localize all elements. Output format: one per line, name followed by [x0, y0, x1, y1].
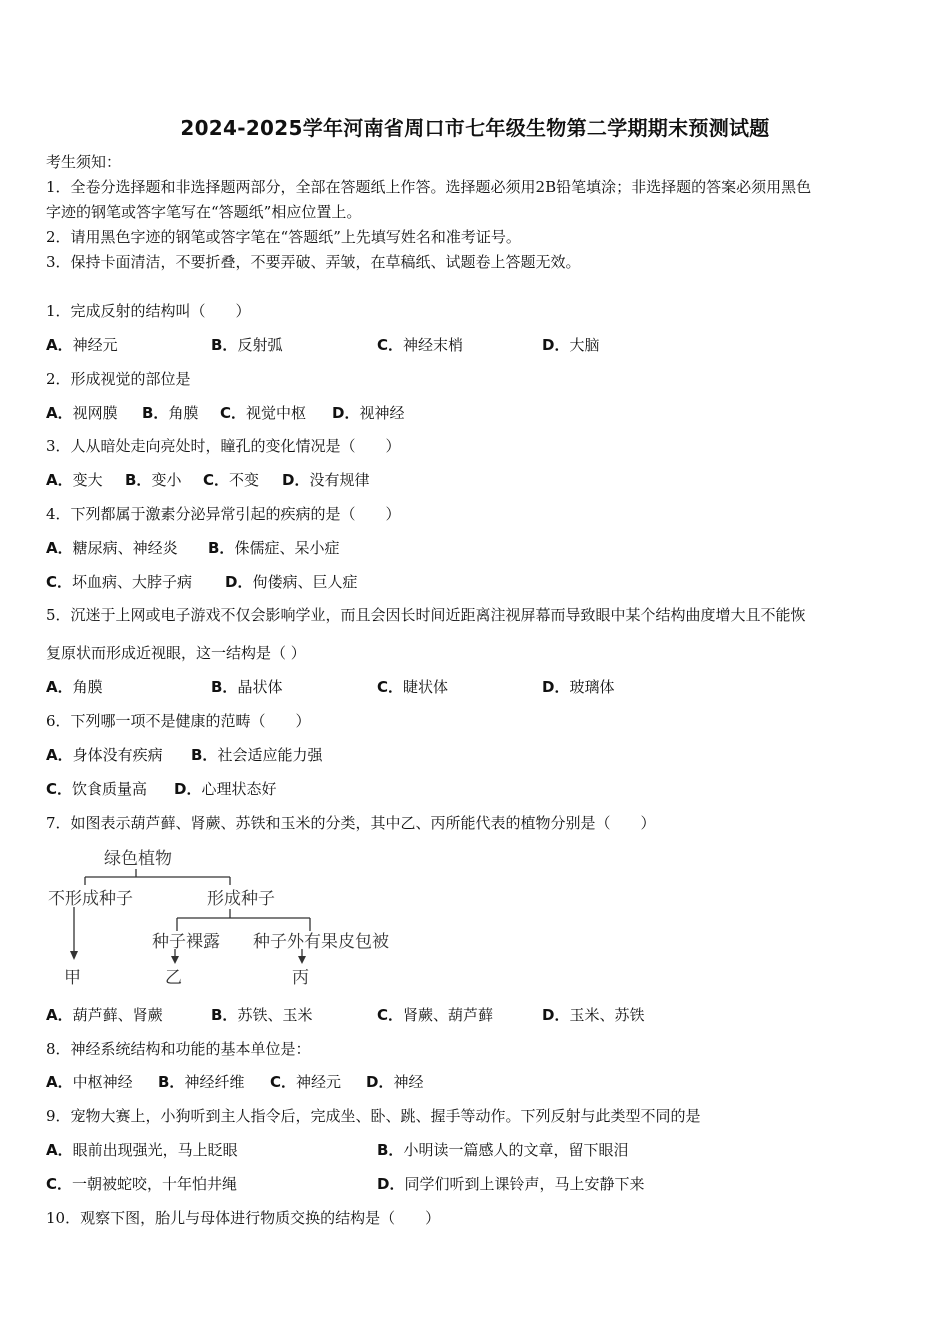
- plant-classification-diagram: [40, 845, 420, 995]
- question-stem: 10．观察下图，胎儿与母体进行物质交换的结构是（ ）: [46, 1209, 441, 1227]
- option-d: D．大脑: [542, 336, 600, 354]
- notice-item: 3．保持卡面清洁，不要折叠，不要弄破、弄皱，在草稿纸、试题卷上答题无效。: [46, 253, 581, 271]
- option-c: C．肾蕨、葫芦藓: [377, 1006, 494, 1024]
- notice-item: 字迹的钢笔或答字笔写在“答题纸”相应位置上。: [46, 203, 362, 221]
- question-stem: 1．完成反射的结构叫（ ）: [46, 302, 251, 320]
- option-b: B．神经纤维: [158, 1073, 245, 1091]
- option-b: B．变小: [125, 471, 182, 489]
- diagram-root-label: 绿色植物: [104, 849, 172, 869]
- option-c: C．神经末梢: [377, 336, 464, 354]
- option-c: C．不变: [203, 471, 260, 489]
- diagram-right-right-label: 种子外有果皮包被: [253, 932, 389, 952]
- option-d: D．心理状态好: [174, 780, 277, 798]
- diagram-right-left-label: 种子裸露: [152, 932, 220, 952]
- question-stem: 3．人从暗处走向亮处时，瞳孔的变化情况是（ ）: [46, 437, 401, 455]
- page-title: 2024-2025学年河南省周口市七年级生物第二学期期末预测试题: [180, 116, 770, 140]
- option-a: A．角膜: [46, 678, 103, 696]
- question-stem-continued: 复原状而形成近视眼，这一结构是（ ）: [46, 644, 306, 662]
- option-d: D．视神经: [332, 404, 405, 422]
- diagram-leaf-a: 甲: [64, 968, 81, 988]
- option-d: D．没有规律: [282, 471, 370, 489]
- option-d: D．玉米、苏铁: [542, 1006, 645, 1024]
- option-a: A．变大: [46, 471, 103, 489]
- option-a: A．中枢神经: [46, 1073, 133, 1091]
- diagram-right-label: 形成种子: [207, 889, 275, 909]
- notice-heading: 考生须知：: [46, 153, 122, 171]
- question-stem: 6．下列哪一项不是健康的范畴（ ）: [46, 712, 311, 730]
- option-a: A．视网膜: [46, 404, 118, 422]
- diagram-arrowhead: [298, 956, 306, 964]
- option-a: A．糖尿病、神经炎: [46, 539, 178, 557]
- notice-item: 1．全卷分选择题和非选择题两部分，全部在答题纸上作答。选择题必须用2B铅笔填涂；非选择题的答案必须用黑色: [46, 178, 812, 196]
- option-b: B．小明读一篇感人的文章，留下眼泪: [377, 1141, 629, 1159]
- option-b: B．角膜: [142, 404, 199, 422]
- option-c: C．坏血病、大脖子病: [46, 573, 193, 591]
- option-b: B．苏铁、玉米: [211, 1006, 313, 1024]
- notice-item: 2．请用黑色字迹的钢笔或答字笔在“答题纸”上先填写姓名和准考证号。: [46, 228, 521, 246]
- diagram-arrowhead: [70, 951, 78, 960]
- option-c: C．睫状体: [377, 678, 449, 696]
- option-b: B．反射弧: [211, 336, 283, 354]
- diagram-leaf-b: 乙: [165, 968, 182, 988]
- option-c: C．一朝被蛇咬，十年怕井绳: [46, 1175, 238, 1193]
- option-d: D．玻璃体: [542, 678, 615, 696]
- option-a: A．身体没有疾病: [46, 746, 163, 764]
- option-a: A．眼前出现强光，马上眨眼: [46, 1141, 238, 1159]
- option-c: C．神经元: [270, 1073, 342, 1091]
- option-a: A．葫芦藓、肾蕨: [46, 1006, 163, 1024]
- option-b: B．社会适应能力强: [191, 746, 323, 764]
- question-stem: 4．下列都属于激素分泌异常引起的疾病的是（ ）: [46, 505, 401, 523]
- question-stem: 9．宠物大赛上，小狗听到主人指令后，完成坐、卧、跳、握手等动作。下列反射与此类型不同的是: [46, 1107, 701, 1125]
- diagram-left-label: 不形成种子: [48, 889, 133, 909]
- option-c: C．视觉中枢: [220, 404, 307, 422]
- diagram-arrowhead: [171, 956, 179, 964]
- diagram-leaf-c: 丙: [292, 968, 309, 988]
- option-a: A．神经元: [46, 336, 118, 354]
- question-stem: 8．神经系统结构和功能的基本单位是：: [46, 1040, 311, 1058]
- option-c: C．饮食质量高: [46, 780, 148, 798]
- question-stem: 5．沉迷于上网或电子游戏不仅会影响学业，而且会因长时间近距离注视屏幕而导致眼中某个结构曲度增大且不能恢: [46, 606, 806, 624]
- option-b: B．晶状体: [211, 678, 283, 696]
- option-d: D．佝偻病、巨人症: [225, 573, 358, 591]
- question-stem: 2．形成视觉的部位是: [46, 370, 191, 388]
- question-stem: 7．如图表示葫芦藓、肾蕨、苏铁和玉米的分类，其中乙、丙所能代表的植物分别是（ ）: [46, 814, 656, 832]
- option-b: B．侏儒症、呆小症: [208, 539, 340, 557]
- option-d: D．同学们听到上课铃声，马上安静下来: [377, 1175, 645, 1193]
- option-d: D．神经: [366, 1073, 424, 1091]
